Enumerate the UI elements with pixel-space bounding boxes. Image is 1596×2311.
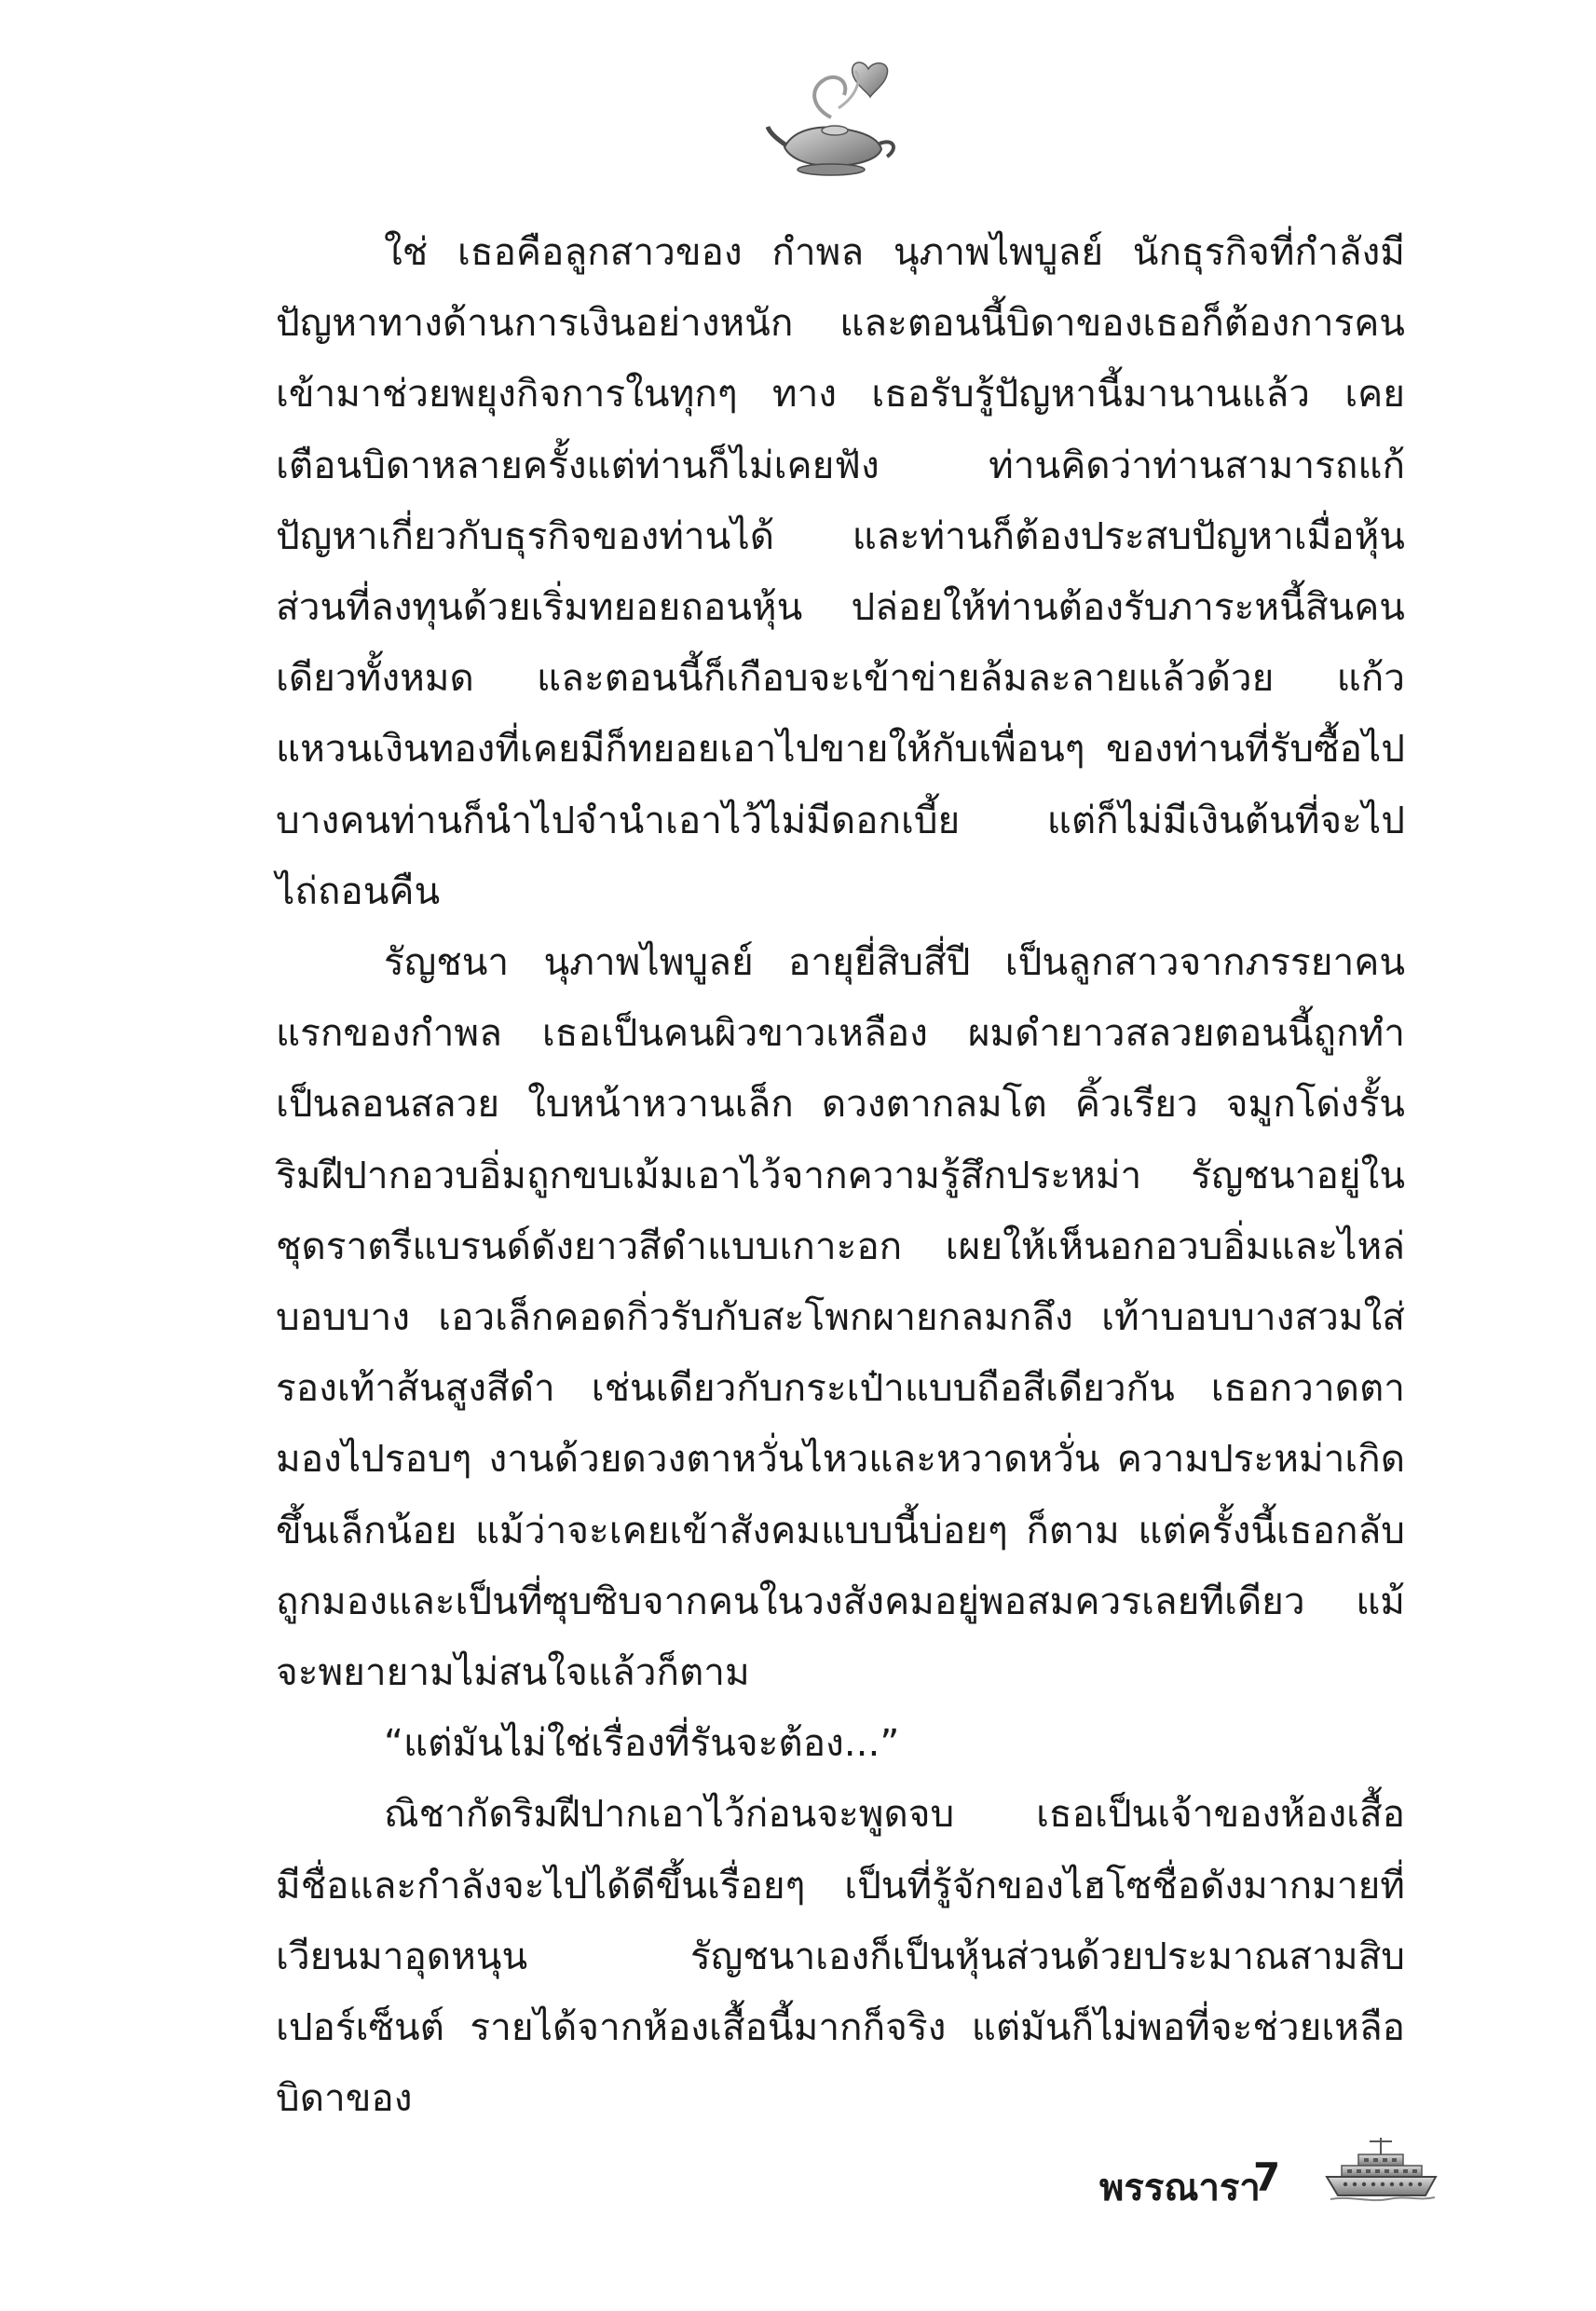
ship-emblem-icon bbox=[1323, 2134, 1439, 2204]
body-text bbox=[276, 216, 1405, 2133]
paragraph: รัญชนา นุภาพไพบูลย์ อายุยี่สิบสี่ปี เป็นลูกสาวจากภรรยาคนแรกของกำพล เธอเป็นคนผิวขาวเหลือง ผมดำยาวสลวยตอนนี้ถูกทำเป็นลอนสลวย ใบหน้าหวานเล็ก ดวงตากลมโต คิ้วเรียว จมูกโด่งรั้น ริมฝีปากอวบอิ่มถูกขบเม้มเอาไว้จากความรู้สึกประหม่า รัญชนาอยู่ในชุดราตรีแบรนด์ดังยาวสีดำแบบเกาะอก เผยให้เห็นอกอวบอิ่มและไหล่บอบบาง เอวเล็กคอดกิ่วรับกับสะโพกผายกลมกลึง เท้าบอบบางสวมใส่รองเท้าส้นสูงสีดำ เช่นเดียวกับกระเป๋าแบบถือสีเดียวกัน เธอกวาดตามองไปรอบๆ งานด้วยดวงตาหวั่นไหวและหวาดหวั่น ความประหม่าเกิดขึ้นเล็กน้อย แม้ว่าจะเคยเข้าสังคมแบบนี้บ่อยๆ ก็ตาม แต่ครั้งนี้เธอกลับถูกมองและเป็นที่ซุบซิบจากคนในวงสังคมอยู่พอสมควรเลยทีเดียว แม้จะพยายามไม่สนใจแล้วก็ตาม bbox=[276, 939, 1405, 1695]
paragraph: ใช่ เธอคือลูกสาวของ กำพล นุภาพไพบูลย์ นักธุรกิจที่กำลังมีปัญหาทางด้านการเงินอย่างหนัก และตอนนี้บิดาของเธอก็ต้องการคนเข้ามาช่วยพยุงกิจการในทุกๆ ทาง เธอรับรู้ปัญหานี้มานานแล้ว เคยเตือนบิดาหลายครั้งแต่ท่านก็ไม่เคยฟัง ท่านคิดว่าท่านสามารถแก้ปัญหาเกี่ยวกับธุรกิจของท่านได้ และท่านก็ต้องประสบปัญหาเมื่อหุ้นส่วนที่ลงทุนด้วยเริ่มทยอยถอนหุ้น ปล่อยให้ท่านต้องรับภาระหนี้สินคนเดียวทั้งหมด และตอนนี้ก็เกือบจะเข้าข่ายล้มละลายแล้วด้วย แก้วแหวนเงินทองที่เคยมีก็ทยอยเอาไปขายให้กับเพื่อนๆ ของท่านที่รับซื้อไป บางคนท่านก็นำไปจำนำเอาไว้ไม่มีดอกเบี้ย แต่ก็ไม่มีเงินต้นที่จะไปไถ่ถอนคืน bbox=[276, 229, 1405, 913]
teapot-heart-emblem-icon bbox=[766, 52, 906, 183]
running-footer-title: พรรณารา bbox=[1099, 2167, 1261, 2209]
page-number: 7 bbox=[1253, 2154, 1281, 2200]
paragraph: “แต่มันไม่ใช่เรื่องที่รันจะต้อง...” bbox=[384, 1720, 900, 1766]
paragraph: ณิชากัดริมฝีปากเอาไว้ก่อนจะพูดจบ เธอเป็นเจ้าของห้องเสื้อมีชื่อและกำลังจะไปได้ดีขึ้นเรื่อยๆ เป็นที่รู้จักของไฮโซชื่อดังมากมายที่เวียนมาอุดหนุน รัญชนาเองก็เป็นหุ้นส่วนด้วยประมาณสามสิบเปอร์เซ็นต์ รายได้จากห้องเสื้อนี้มากก็จริง แต่มันก็ไม่พอที่จะช่วยเหลือบิดาของ bbox=[276, 1791, 1405, 2121]
